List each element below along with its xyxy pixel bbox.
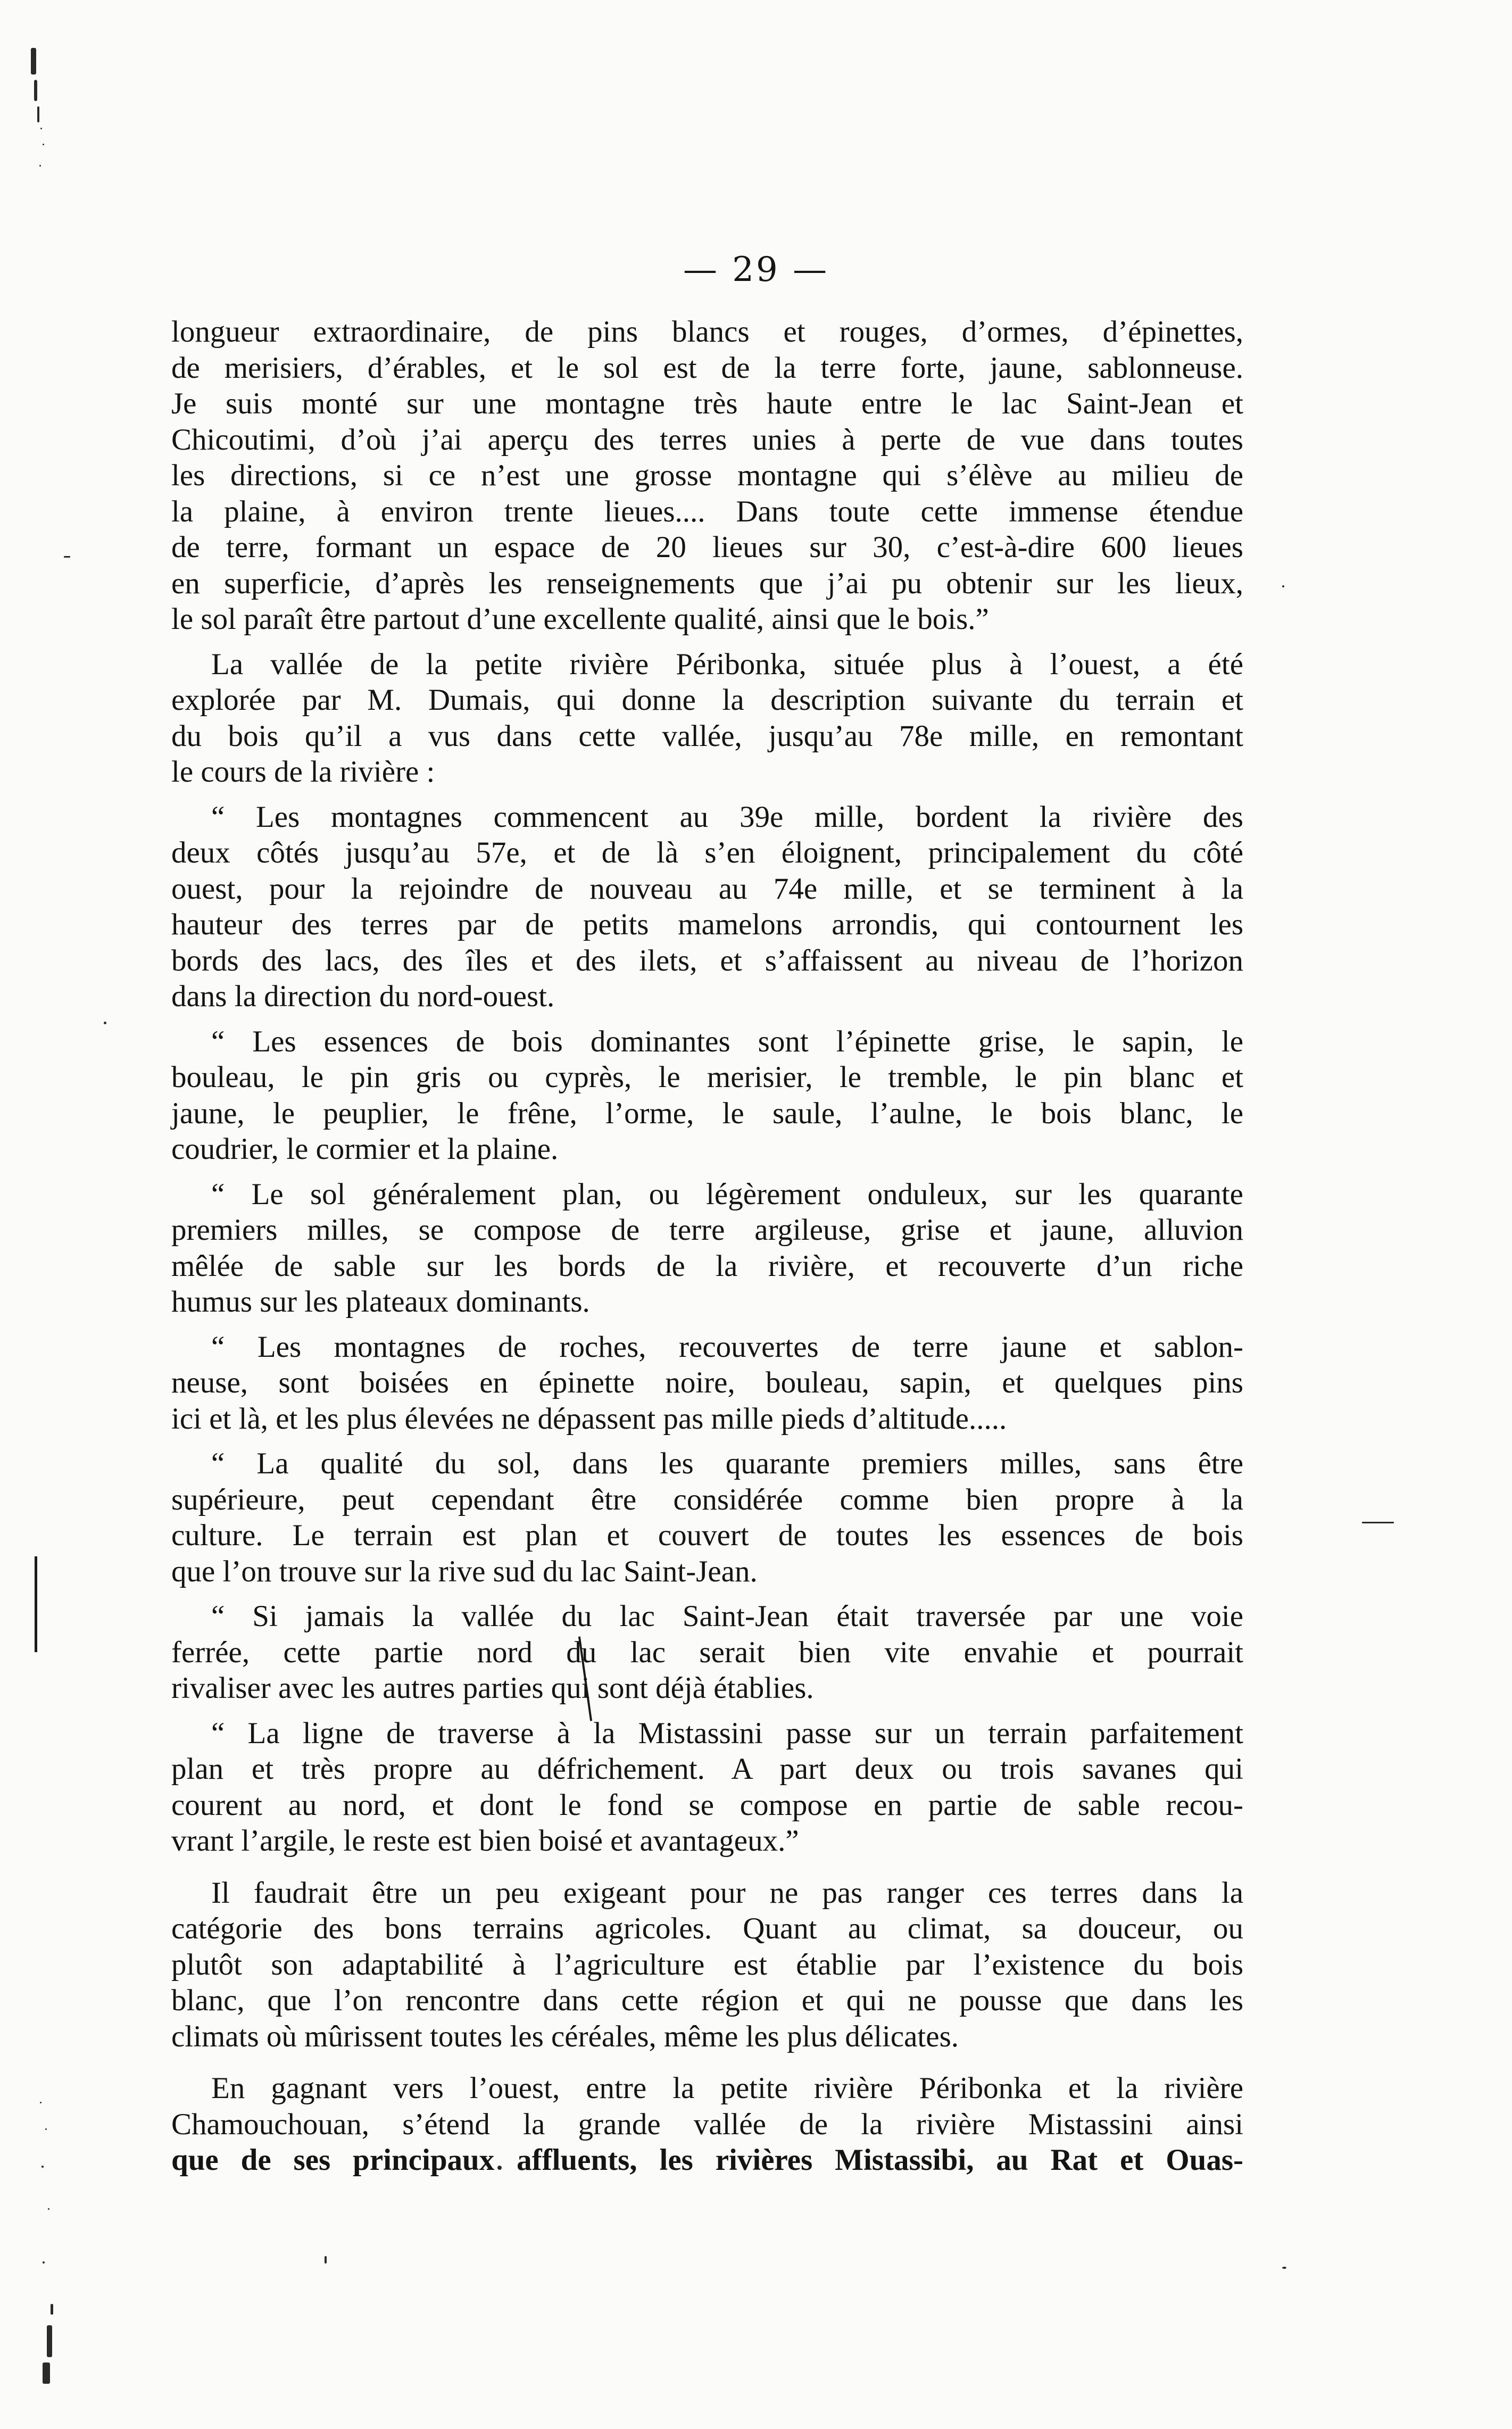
text-line: courent au nord, et dont le fond se compose en partie de sable recou- (171, 1788, 1243, 1822)
text-line: du bois qu’il a vus dans cette vallée, jusqu’au 78e mille, en remontant (171, 719, 1243, 753)
text-line: vrant l’argile, le reste est bien boisé et avantageux.” (171, 1824, 799, 1858)
text-line: Je suis monté sur une montagne très haute entre le lac Saint-Jean et (171, 387, 1243, 420)
text-line: de terre, formant un espace de 20 lieues sur 30, c’est-à-dire 600 lieues (171, 530, 1243, 564)
text-line: neuse, sont boisées en épinette noire, bouleau, sapin, et quelques pins (171, 1366, 1243, 1399)
text-line: dans la direction du nord-ouest. (171, 980, 555, 1013)
text-line: ici et là, et les plus élevées ne dépassent pas mille pieds d’altitude..... (171, 1402, 1007, 1436)
paragraph (171, 1329, 1243, 1437)
page-number: — 29 — (683, 250, 829, 289)
paragraph (171, 1598, 1243, 1706)
text-line: catégorie des bons terrains agricoles. Quant au climat, sa douceur, ou (171, 1912, 1243, 1945)
text-line: longueur extraordinaire, de pins blancs et rouges, d’ormes, d’épinettes, (171, 315, 1243, 349)
text-line: Il faudrait être un peu exigeant pour ne pas ranger ces terres dans la (211, 1876, 1243, 1910)
text-line: mêlée de sable sur les bords de la rivière, et recouverte d’un riche (171, 1249, 1243, 1283)
text-line: La vallée de la petite rivière Péribonka, située plus à l’ouest, a été (211, 647, 1243, 681)
paragraph (171, 314, 1243, 637)
speck (1282, 2267, 1286, 2269)
text-line: culture. Le terrain est plan et couvert de toutes les essences de bois (171, 1519, 1243, 1552)
text-line: la plaine, à environ trente lieues.... Dans toute cette immense étendue (171, 494, 1243, 528)
text-line: bords des lacs, des îles et des ilets, et s’affaissent au niveau de l’horizon (171, 943, 1243, 977)
text-line: deux côtés jusqu’au 57e, et de là s’en éloignent, principalement du côté (171, 836, 1243, 869)
text-line: “ La qualité du sol, dans les quarante premiers milles, sans être (211, 1447, 1243, 1480)
text-line: “ Les montagnes commencent au 39e mille, bordent la rivière des (211, 800, 1243, 834)
margin-rule (35, 1556, 37, 1652)
text-line: “ Les essences de bois dominantes sont l’épinette grise, le sapin, le (211, 1024, 1243, 1058)
text-line: plutôt son adaptabilité à l’agriculture est établie par l’existence du bois (171, 1947, 1243, 1982)
text-line: blanc, que l’on rencontre dans cette région et qui ne pousse que dans les (171, 1984, 1243, 2017)
text-line: En gagnant vers l’ouest, entre la petite rivière Péribonka et la rivière (211, 2071, 1243, 2105)
text-line: climats où mûrissent toutes les céréales, même les plus délicates. (171, 2019, 959, 2053)
text-line: “ Le sol généralement plan, ou légèrement onduleux, sur les quarante (211, 1177, 1243, 1211)
text-line: jaune, le peuplier, le frêne, l’orme, le saule, l’aulne, le bois blanc, le (171, 1096, 1243, 1130)
text-line: plan et très propre au défrichement. A part deux ou trois savanes qui (171, 1752, 1243, 1786)
text-line: Chicoutimi, d’où j’ai aperçu des terres unies à perte de vue dans toutes (171, 422, 1243, 457)
text-line: rivaliser avec les autres parties qui sont déjà établies. (171, 1671, 814, 1705)
text-line: humus sur les plateaux dominants. (171, 1285, 590, 1319)
body-text (171, 314, 1243, 2178)
text-line: le cours de la rivière : (171, 755, 435, 789)
speck (325, 2256, 327, 2264)
speck (1282, 585, 1284, 587)
text-line: de merisiers, d’érables, et le sol est de la terre forte, jaune, sablonneuse. (171, 351, 1243, 385)
text-line: le sol paraît être partout d’une excellente qualité, ainsi que le bois.” (171, 602, 989, 636)
text-line: “ Les montagnes de roches, recouvertes de terre jaune et sablon- (211, 1330, 1243, 1364)
paragraph (171, 2070, 1243, 2178)
speck (1362, 1522, 1394, 1523)
text-line: hauteur des terres par de petits mamelons arrondis, qui contournent les (171, 908, 1243, 941)
text-line: coudrier, le cormier et la plaine. (171, 1132, 559, 1166)
text-line: explorée par M. Dumais, qui donne la description suivante du terrain et (171, 683, 1243, 717)
speck (64, 556, 70, 558)
text-line: en superficie, d’après les renseignements que j’ai pu obtenir sur les lieux, (171, 566, 1243, 600)
text-line: premiers milles, se compose de terre argileuse, grise et jaune, alluvion (171, 1213, 1243, 1247)
text-line: Chamouchouan, s’étend la grande vallée de la rivière Mistassini ainsi (171, 2107, 1243, 2141)
text-line: que de ses principaux affluents, les rivières Mistassibi, au Rat et Ouas- (171, 2143, 1243, 2177)
scan-edge-bottom (27, 2102, 59, 2394)
text-line: ferrée, cette partie nord du lac serait bien vite envahie et pourrait (171, 1635, 1243, 1669)
paragraph (171, 646, 1243, 790)
text-line: ouest, pour la rejoindre de nouveau au 74e mille, et se terminent à la (171, 872, 1243, 906)
paragraph (171, 1875, 1243, 2055)
text-line: les directions, si ce n’est une grosse montagne qui s’élève au milieu de (171, 459, 1243, 492)
paragraph (171, 1715, 1243, 1859)
text-line: bouleau, le pin gris ou cyprès, le merisier, le tremble, le pin blanc et (171, 1060, 1243, 1094)
scan-edge-top (27, 48, 59, 186)
text-line: “ Si jamais la vallée du lac Saint-Jean était traversée par une voie (211, 1599, 1243, 1633)
text-line: supérieure, peut cependant être considérée comme bien propre à la (171, 1482, 1243, 1516)
text-line: “ La ligne de traverse à la Mistassini passe sur un terrain parfaitement (211, 1716, 1243, 1750)
text-line: que l’on trouve sur la rive sud du lac Saint-Jean. (171, 1554, 758, 1588)
paragraph (171, 1176, 1243, 1320)
paragraph (171, 1446, 1243, 1589)
paragraph (171, 799, 1243, 1015)
speck (104, 1022, 106, 1024)
paragraph (171, 1024, 1243, 1167)
